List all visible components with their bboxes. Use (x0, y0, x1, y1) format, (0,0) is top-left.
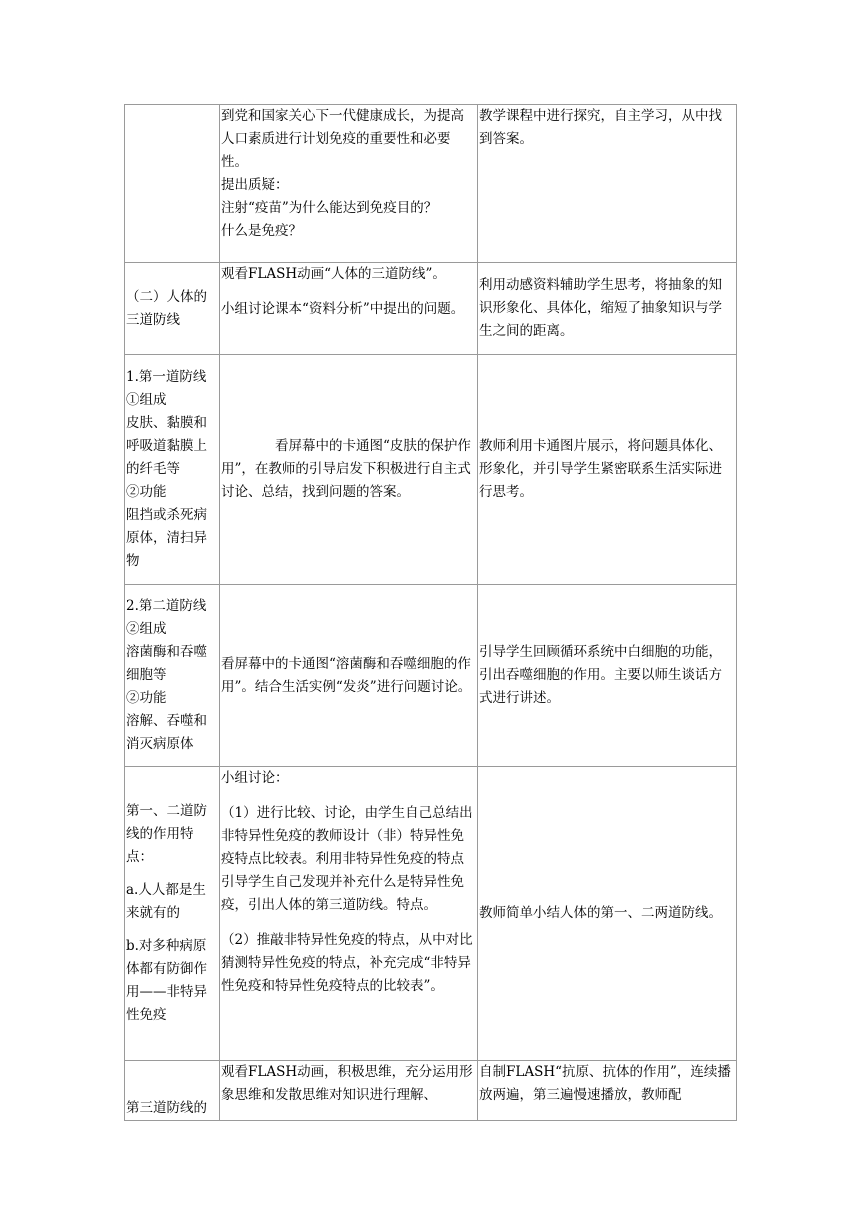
student-activity-cell (220, 355, 478, 585)
cell-text: 教师利用卡通图片展示，将问题具体化、形象化，并引导学生紧密联系生活实际进行思考。 (479, 438, 722, 500)
cell-text: 看屏幕中的卡通图“溶菌酶和吞噬细胞的作用”。结合生活实例“发炎”进行问题讨论。 (221, 655, 472, 695)
topic-cell (125, 263, 220, 355)
cell-text: （1）进行比较、讨论，由学生自己总结出非特异性免疫的教师设计（非）特异性免疫特点比较表。利用非特异性免疫的特点引导学生自己发现并补充什么是特异性免疫，引出人体的第三道防线。特点。 (221, 805, 473, 913)
cell-text: 第三道防线的 (126, 1100, 207, 1116)
table-row (125, 767, 737, 1061)
teacher-activity-cell (478, 263, 737, 355)
topic-cell (125, 105, 220, 263)
cell-text: 提出质疑： (221, 177, 289, 193)
cell-text: 溶解、吞噬和消灭病原体 (126, 713, 207, 752)
cell-text: ②功能 (126, 484, 167, 500)
cell-text: ②功能 (126, 690, 167, 706)
cell-text: 到党和国家关心下一代健康成长，为提高人口素质进行计划免疫的重要性和必要性。 (221, 108, 464, 170)
student-activity-cell (220, 585, 478, 767)
cell-text: 2.第二道防线 (126, 598, 207, 614)
cell-text: 观看FLASH动画“人体的三道防线”。 (221, 266, 446, 282)
cell-text: 教学课程中进行探究，自主学习，从中找到答案。 (479, 108, 722, 147)
teacher-activity-cell (478, 1061, 737, 1121)
table-row (125, 1061, 737, 1121)
cell-text: 小组讨论课本“资料分析”中提出的问题。 (221, 301, 465, 317)
teacher-activity-cell (478, 585, 737, 767)
table-row (125, 105, 737, 263)
topic-cell (125, 355, 220, 585)
cell-text: 利用动感资料辅助学生思考，将抽象的知识形象化、具体化，缩短了抽象知识与学生之间的距离。 (479, 277, 722, 339)
topic-cell (125, 585, 220, 767)
cell-text: 阻挡或杀死病原体，清扫异物 (126, 507, 207, 569)
topic-cell (125, 1061, 220, 1121)
topic-cell (125, 767, 220, 1061)
cell-text: 注射“疫苗”为什么能达到免疫目的？ (221, 200, 438, 216)
student-activity-cell (220, 105, 478, 263)
student-activity-cell (220, 767, 478, 1061)
cell-text: ①组成 (126, 392, 167, 408)
cell-text: （二）人体的三道防线 (126, 288, 207, 328)
student-activity-cell (220, 263, 478, 355)
cell-text: 皮肤、黏膜和呼吸道黏膜上的纤毛等 (126, 415, 207, 477)
table-row (125, 585, 737, 767)
cell-text: ②组成 (126, 621, 167, 637)
cell-text: 溶菌酶和吞噬细胞等 (126, 644, 207, 683)
cell-text: 自制FLASH“抗原、抗体的作用”，连续播放两遍，第三遍慢速播放，教师配 (479, 1064, 731, 1103)
cell-text: 小组讨论： (221, 770, 289, 786)
teacher-activity-cell (478, 767, 737, 1061)
cell-text: 观看FLASH动画，积极思维，充分运用形象思维和发散思维对知识进行理解、 (221, 1064, 473, 1103)
cell-text: （2）推敲非特异性免疫的特点，从中对比猜测特异性免疫的特点，补充完成“非特异性免疫和特异性免疫特点的比较表”。 (221, 932, 473, 994)
cell-text: 第一、二道防线的作用特点： (126, 803, 207, 865)
teacher-activity-cell (478, 105, 737, 263)
table-row (125, 355, 737, 585)
cell-text: 看屏幕中的卡通图“皮肤的保护作用”，在教师的引导启发下积极进行自主式讨论、总结，找到问题的答案。 (221, 438, 471, 500)
teacher-activity-cell (478, 355, 737, 585)
cell-text: 什么是免疫？ (221, 223, 302, 239)
cell-text: 教师简单小结人体的第一、二两道防线。 (479, 905, 722, 921)
cell-text: 1.第一道防线 (126, 369, 207, 385)
cell-text: 引导学生回顾循环系统中白细胞的功能，引出吞噬细胞的作用。主要以师生谈话方式进行讲述。 (479, 644, 722, 706)
table-row (125, 263, 737, 355)
student-activity-cell (220, 1061, 478, 1121)
cell-text: b.对多种病原体都有防御作用——非特异性免疫 (126, 938, 207, 1023)
cell-text: a.人人都是生来就有的 (126, 882, 206, 921)
lesson-plan-table (124, 104, 737, 1121)
